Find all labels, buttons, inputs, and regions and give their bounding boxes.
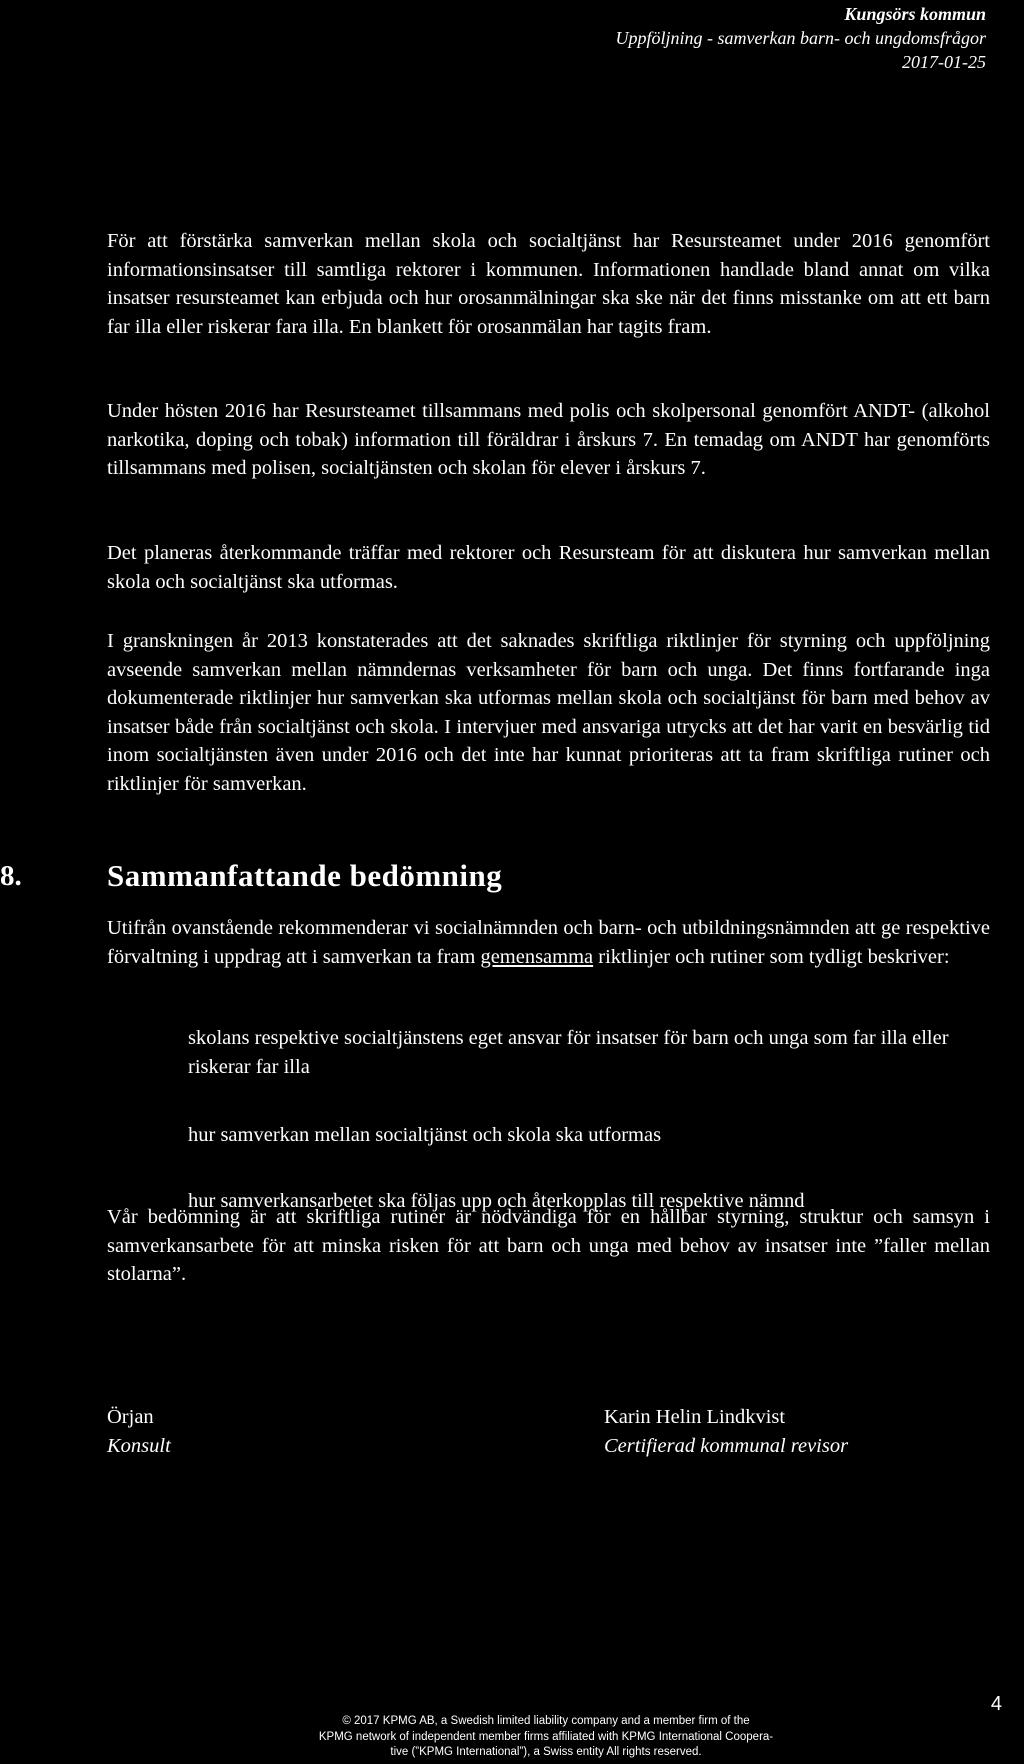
section-intro-before: Utifrån ovanstående rekommenderar vi socialnämnden och barn- och utbildningsnämnden att ge respektive förvaltning i uppdrag att i samverkan ta fram [107,917,990,968]
signature-left [107,1403,171,1461]
list-item: hur samverkan mellan socialtjänst och skola ska utformas [188,1124,662,1146]
section-intro-emphasis: gemensamma [480,945,594,968]
footer-copyright [286,1714,806,1761]
paragraph-resursteamet-information: För att förstärka samverkan mellan skola och socialtjänst har Resursteamet under 2016 genomfört informationsinsatser till samtliga rektorer i kommunen. Informationen handlade bland annat om vilka insatser resursteamet kan erbjuda och hur orosanmälningar ska ske när det finns misstanke om att ett barn far illa eller riskerar fara illa. En blankett för orosanmälan har tagits fram. [107,230,990,338]
section-intro [107,914,990,971]
section-title: Sammanfattande bedömning [107,858,503,893]
header-report-title: Uppföljning - samverkan barn- och ungdomsfrågor [615,28,986,48]
section-conclusion: Vår bedömning är att skriftliga rutiner är nödvändiga för en hållbar styrning, struktur och samsyn i samverkansarbete för att minska risken för att barn och unga med behov av insatser inte ”faller mellan stolarna”. [107,1206,990,1285]
paragraph-planned-meetings: Det planeras återkommande träffar med rektorer och Resursteam för att diskutera hur samverkan mellan skola och socialtjänst ska utformas. [107,542,990,593]
signature-left-name: Örjan [107,1406,154,1428]
footer-line: tive (”KPMG International”), a Swiss entity All rights reserved. [390,1746,702,1758]
footer-line: © 2017 KPMG AB, a Swedish limited liability company and a member firm of the [342,1715,750,1727]
signature-left-role: Konsult [107,1435,171,1457]
list-item: skolans respektive socialtjänstens eget ansvar för insatser för barn och unga som far illa eller riskerar far illa [188,1027,949,1078]
section-number: 8. [0,860,22,892]
section-heading [0,856,1000,900]
signature-right-name: Karin Helin Lindkvist [604,1406,786,1428]
paragraph-audit-2013: I granskningen år 2013 konstaterades att det saknades skriftliga riktlinjer för styrning och uppföljning avseende samverkan mellan nämndernas verksamheter för barn och unga. Det finns fortfarande inga dokumenterade riktlinjer hur samverkan ska utformas mellan skola och socialtjänst för barn med behov av insatser både från socialtjänst och skola. I intervjuer med ansvariga utrycks att det har varit en besvärlig tid inom socialtjänsten även under 2016 och det inte har kunnat prioriteras att ta fram skriftliga rutiner och riktlinjer för samverkan. [107,630,990,795]
page-number: 4 [990,1693,1002,1715]
section-intro-after: riktlinjer och rutiner som tydligt beskriver: [593,945,950,968]
recommendation-list [188,1024,988,1215]
signature-right [604,1403,848,1461]
header-date: 2017-01-25 [902,52,986,72]
page-header [616,2,986,74]
footer-line: KPMG network of independent member firms affiliated with KPMG International Coopera- [318,1730,774,1743]
list-item: hur samverkansarbetet ska följas upp och återkopplas till respektive nämnd [188,1189,805,1212]
paragraph-andt-information: Under hösten 2016 har Resursteamet tillsammans med polis och skolpersonal genomfört ANDT- (alkohol narkotika, doping och tobak) information till föräldrar i årskurs 7. En temadag om ANDT har genomförts tillsammans med polisen, socialtjänsten och skolan för elever i årskurs 7. [107,400,990,479]
header-organization: Kungsörs kommun [844,4,986,24]
signature-right-role: Certifierad kommunal revisor [604,1435,849,1457]
